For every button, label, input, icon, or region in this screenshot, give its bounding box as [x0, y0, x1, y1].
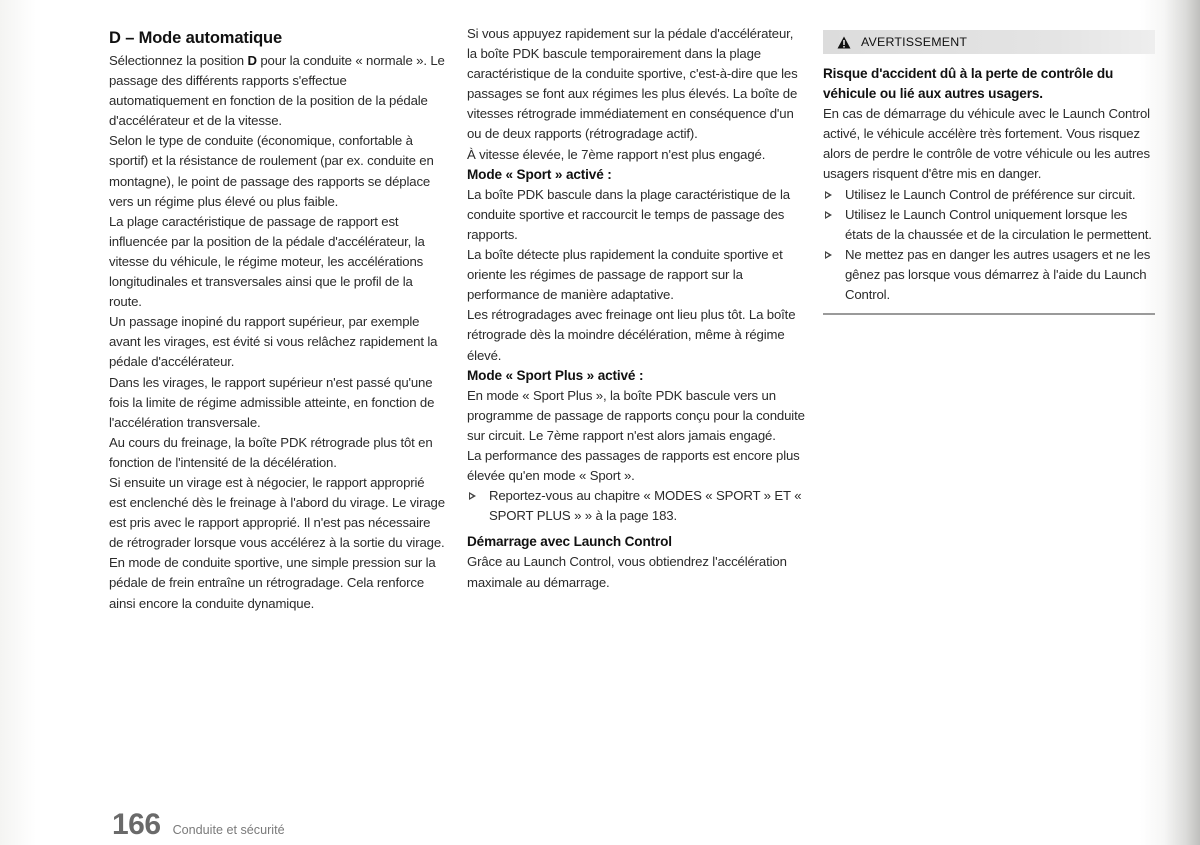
paragraph: En mode de conduite sportive, une simple pression sur la pédale de frein entraîne un rétrogradage. Cela renforce ainsi encore la conduite dynamique.	[109, 555, 436, 611]
paragraph: Dans les virages, le rapport supérieur n'est passé qu'une fois la limite de régime admissible atteinte, en fonction de l'accélération transversale.	[109, 374, 435, 430]
paragraph: La plage caractéristique de passage de rapport est influencée par la position de la pédale d'accélérateur, la vitesse du véhicule, le régime moteur, les accélérations longitudinales et transversales ainsi que le profil de la route.	[109, 213, 425, 310]
paragraph: Un passage inopiné du rapport supérieur, par exemple avant les virages, est évité si vous relâchez rapidement la pédale d'accélérateur.	[109, 314, 438, 370]
middle-column	[467, 24, 805, 593]
bullet-text: Utilisez le Launch Control uniquement lorsque les états de la chaussée et de la circulation le permettent.	[845, 206, 1152, 242]
section-title: D – Mode automatique	[109, 29, 283, 47]
paragraph: La performance des passages de rapports est encore plus élevée qu'en mode « Sport ».	[467, 447, 800, 484]
paragraph: Au cours du freinage, la boîte PDK rétrograde plus tôt en fonction de l'intensité de la décélération.	[109, 434, 433, 470]
warning-title: Risque d'accident dû à la perte de contrôle du véhicule ou lié aux autres usagers.	[823, 66, 1114, 102]
text-run: pour la conduite « normale ». Le passage des différents rapports s'effectue automatiquement en fonction de la position de la pédale d'accélérateur et de la vitesse.	[109, 53, 445, 129]
paragraph: Grâce au Launch Control, vous obtiendrez l'accélération maximale au démarrage.	[467, 554, 787, 590]
paragraph: Selon le type de conduite (économique, confortable à sportif) et la résistance de roulement (par ex. conduite en montagne), le point de passage des rapports se déplace vers un régime plus élevé ou plus faible.	[109, 133, 434, 209]
chapter-name: Conduite et sécurité	[172, 823, 285, 837]
warning-bullet	[823, 205, 1155, 245]
gear-position-key: D	[247, 53, 257, 68]
paragraph: Si ensuite un virage est à négocier, le rapport approprié est enclenché dès le freinage à l'abord du virage. Le virage est pris avec le rapport approprié. Il n'est pas nécessaire de rétrograder lorsque vous accélérez à la sortie du virage.	[109, 474, 445, 551]
subheading-sport-plus: Mode « Sport Plus » activé :	[467, 367, 644, 383]
bullet-text: Utilisez le Launch Control de préférence sur circuit.	[845, 186, 1136, 202]
subheading-launch-control: Démarrage avec Launch Control	[467, 534, 672, 550]
warning-text: En cas de démarrage du véhicule avec le Launch Control activé, le véhicule accélère très fortement. Vous risquez alors de perdre le contrôle de votre véhicule ou les autres usagers risquent d'être mis en danger.	[823, 106, 1150, 182]
warning-triangle-icon	[837, 36, 851, 49]
triangle-bullet-icon	[825, 251, 832, 259]
triangle-bullet-icon	[825, 211, 832, 219]
warning-box	[823, 30, 1155, 315]
paragraph: La boîte PDK bascule dans la plage caractéristique de la conduite sportive et raccourcit le temps de passage des rapports.	[467, 186, 790, 242]
page-number: 166	[112, 808, 161, 841]
text-run: Sélectionnez la position	[109, 53, 248, 68]
paragraph: La boîte détecte plus rapidement la conduite sportive et oriente les régimes de passage de rapport sur la performance de manière adaptative.	[467, 247, 783, 303]
page-footer	[112, 808, 285, 842]
left-column	[109, 28, 445, 614]
paragraph: Les rétrogradages avec freinage ont lieu plus tôt. La boîte rétrograde dès la moindre décélération, même à régime élevé.	[467, 307, 796, 363]
warning-bullet	[823, 185, 1155, 205]
bullet-text: Ne mettez pas en danger les autres usagers et ne les gênez pas lorsque vous démarrez à l'aide du Launch Control.	[845, 246, 1151, 303]
paragraph: En mode « Sport Plus », la boîte PDK bascule vers un programme de passage de rapports conçu pour la conduite sur circuit. Le 7ème rapport n'est alors jamais engagé.	[467, 387, 805, 443]
warning-bottom-rule	[823, 313, 1155, 315]
subheading-sport: Mode « Sport » activé :	[467, 166, 612, 182]
page-edge-shadow	[1164, 0, 1200, 845]
warning-bullet	[823, 245, 1155, 305]
paragraph: Si vous appuyez rapidement sur la pédale d'accélérateur, la boîte PDK bascule temporairement dans la plage caractéristique de la conduite sportive, c'est-à-dire que les passages se font aux régimes les plus élevés. La boîte de vitesses rétrograde immédiatement en conséquence d'un ou de deux rapports (rétrogradage actif).	[467, 26, 798, 142]
bullet-text: Reportez-vous au chapitre « MODES « SPORT » ET « SPORT PLUS » » à la page 183.	[489, 488, 802, 524]
warning-label: AVERTISSEMENT	[861, 34, 968, 49]
triangle-bullet-icon	[469, 492, 476, 500]
triangle-bullet-icon	[825, 191, 832, 199]
warning-header	[823, 30, 1155, 54]
cross-reference-bullet	[467, 486, 805, 526]
paragraph	[109, 51, 445, 131]
paragraph: À vitesse élevée, le 7ème rapport n'est plus engagé.	[467, 146, 766, 162]
